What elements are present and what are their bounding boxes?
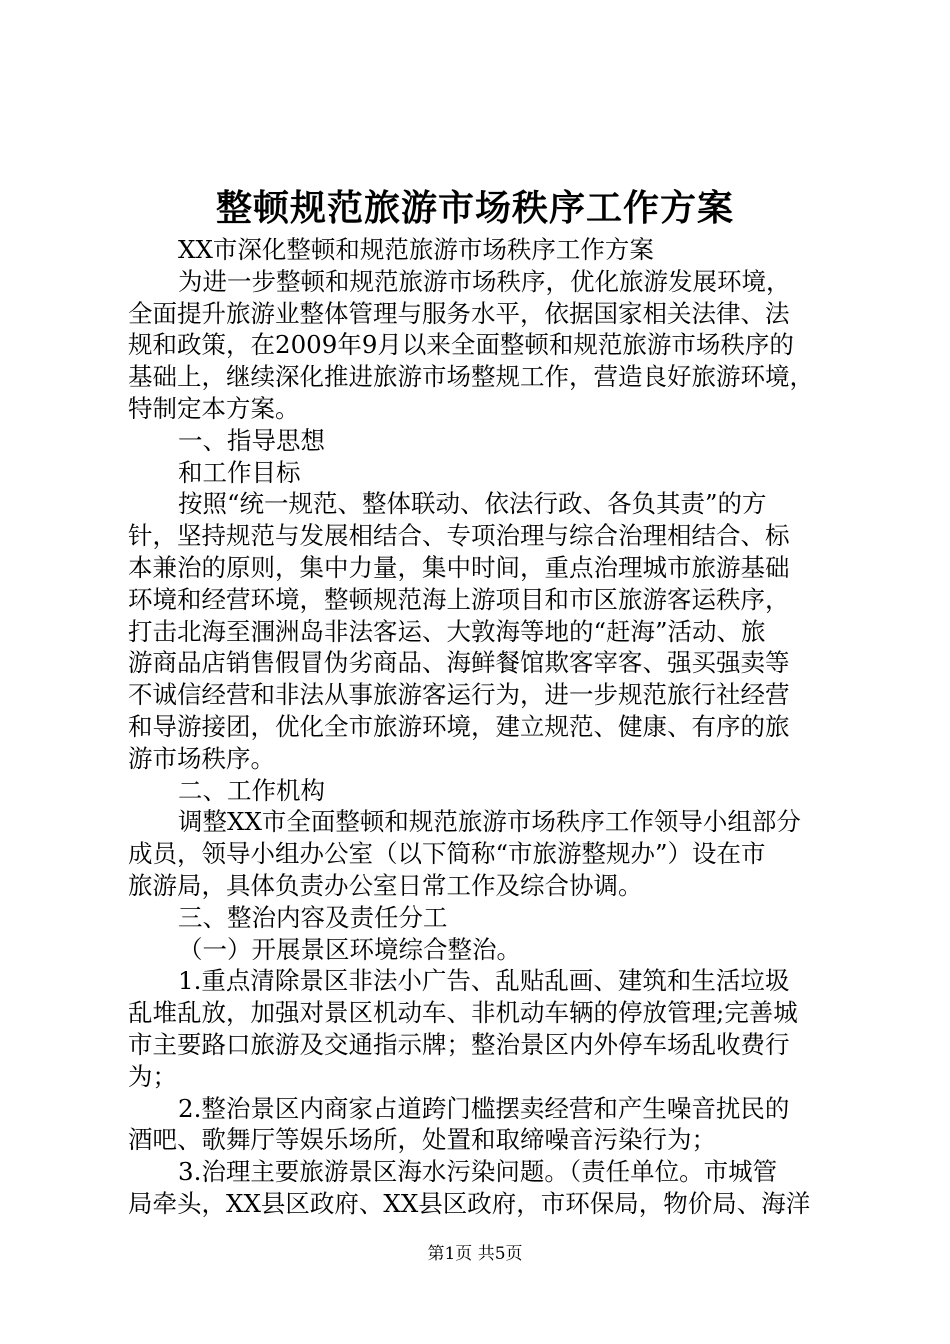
- body-line: 基础上，继续深化推进旅游市场整规工作，营造良好旅游环境，: [128, 362, 814, 392]
- body-line: 游商品店销售假冒伪劣商品、海鲜餐馆欺客宰客、强买强卖等: [128, 648, 790, 678]
- body-line: 成员，领导小组办公室（以下简称“市旅游整规办”）设在市: [128, 839, 766, 869]
- body-line: 规和政策，在2009年9月以来全面整顿和规范旅游市场秩序的: [128, 330, 794, 360]
- body-line: 按照“统一规范、整体联动、依法行政、各负其责”的方: [178, 489, 767, 519]
- body-line: 局牵头，XX县区政府、XX县区政府，市环保局，物价局、海洋: [128, 1188, 811, 1218]
- body-line: 酒吧、歌舞厅等娱乐场所，处置和取缔噪音污染行为；: [128, 1125, 716, 1155]
- body-line: 特制定本方案。: [128, 393, 300, 423]
- body-line: 环境和经营环境，整顿规范海上游项目和市区旅游客运秩序，: [128, 584, 790, 614]
- body-line: 1.重点清除景区非法小广告、乱贴乱画、建筑和生活垃圾: [178, 966, 790, 996]
- body-line: XX市深化整顿和规范旅游市场秩序工作方案: [178, 235, 654, 264]
- body-line: 全面提升旅游业整体管理与服务水平，依据国家相关法律、法: [128, 298, 790, 328]
- document-body: [128, 234, 828, 1220]
- body-line: 打击北海至涠洲岛非法客运、大敦海等地的“赶海”活动、旅: [128, 616, 766, 646]
- body-line: 乱堆乱放，加强对景区机动车、非机动车辆的停放管理;完善城: [128, 998, 798, 1028]
- body-line: 为；: [128, 1061, 177, 1091]
- body-line: 2.整治景区内商家占道跨门槛摆卖经营和产生噪音扰民的: [178, 1093, 790, 1123]
- body-line: 二、工作机构: [178, 775, 325, 805]
- body-line: 本兼治的原则，集中力量，集中时间，重点治理城市旅游基础: [128, 552, 790, 582]
- body-line: 一、指导思想: [178, 425, 325, 455]
- body-line: （一）开展景区环境综合整治。: [178, 934, 521, 964]
- body-line: 三、整治内容及责任分工: [178, 902, 448, 932]
- body-line: 旅游局，具体负责办公室日常工作及综合协调。: [128, 870, 643, 900]
- document-title: 整顿规范旅游市场秩序工作方案: [215, 187, 734, 229]
- body-line: 市主要路口旅游及交通指示牌；整治景区内外停车场乱收费行: [128, 1029, 790, 1059]
- body-line: 和工作目标: [178, 457, 301, 487]
- body-line: 3.治理主要旅游景区海水污染问题。（责任单位。市城管: [178, 1157, 778, 1187]
- body-line: 游市场秩序。: [128, 743, 275, 773]
- body-line: 和导游接团，优化全市旅游环境，建立规范、健康、有序的旅: [128, 711, 790, 741]
- body-line: 调整XX市全面整顿和规范旅游市场秩序工作领导小组部分: [178, 807, 801, 837]
- body-line: 为进一步整顿和规范旅游市场秩序，优化旅游发展环境，: [178, 266, 791, 296]
- body-line: 不诚信经营和非法从事旅游客运行为，进一步规范旅行社经营: [128, 680, 790, 710]
- body-line: 针，坚持规范与发展相结合、专项治理与综合治理相结合、标: [128, 521, 790, 551]
- page-footer: 第1页 共5页: [427, 1244, 523, 1264]
